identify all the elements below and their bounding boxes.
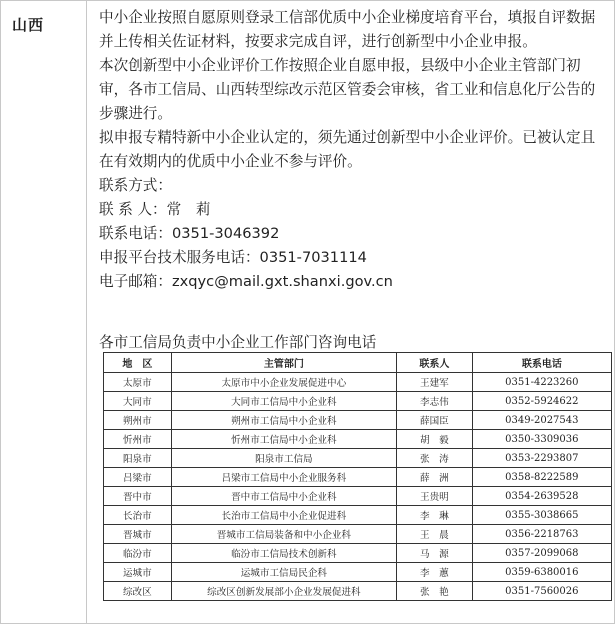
department-cell: 太原市中小企业发展促进中心 xyxy=(171,373,396,392)
region-cell: 太原市 xyxy=(104,373,172,392)
contact-cell: 薛国臣 xyxy=(397,411,473,430)
table-title: 各市工信局负责中小企业工作部门咨询电话 xyxy=(99,334,377,351)
table-row xyxy=(104,430,612,449)
paragraph-self-assessment: 中小企业按照自愿原则登录工信部优质中小企业梯度培育平台，填报自评数据并上传相关佐证材料，按要求完成自评，进行创新型中小企业申报。 xyxy=(99,9,596,50)
phone-cell: 0357-2099068 xyxy=(472,544,611,563)
contact-cell: 张 艳 xyxy=(397,582,473,601)
contact-cell: 张 涛 xyxy=(397,449,473,468)
department-cell: 吕梁市工信局中小企业服务科 xyxy=(171,468,396,487)
contact-cell: 李 蕙 xyxy=(397,563,473,582)
contact-cell: 王 晨 xyxy=(397,525,473,544)
phone-cell: 0353-2293807 xyxy=(472,449,611,468)
table-row xyxy=(104,449,612,468)
contact-table xyxy=(103,352,612,601)
phone-cell: 0359-6380016 xyxy=(472,563,611,582)
region-cell: 朔州市 xyxy=(104,411,172,430)
contact-cell: 胡 毅 xyxy=(397,430,473,449)
table-row xyxy=(104,582,612,601)
contact-cell: 马 源 xyxy=(397,544,473,563)
department-cell: 综改区创新发展部小企业发展促进科 xyxy=(171,582,396,601)
phone-cell: 0355-3038665 xyxy=(472,506,611,525)
contact-phone: 联系电话：0351-3046392 xyxy=(99,225,280,242)
region-cell: 阳泉市 xyxy=(104,449,172,468)
region-cell: 吕梁市 xyxy=(104,468,172,487)
header-region: 地 区 xyxy=(104,353,172,373)
header-department: 主管部门 xyxy=(171,353,396,373)
phone-cell: 0358-8222589 xyxy=(472,468,611,487)
header-contact: 联系人 xyxy=(397,353,473,373)
contact-cell: 王建军 xyxy=(397,373,473,392)
region-cell: 晋城市 xyxy=(104,525,172,544)
header-phone: 联系电话 xyxy=(472,353,611,373)
phone-cell: 0351-7560026 xyxy=(472,582,611,601)
department-cell: 朔州市工信局中小企业科 xyxy=(171,411,396,430)
department-cell: 晋城市工信局装备和中小企业科 xyxy=(171,525,396,544)
department-cell: 阳泉市工信局 xyxy=(171,449,396,468)
table-row xyxy=(104,544,612,563)
table-row xyxy=(104,392,612,411)
region-cell: 忻州市 xyxy=(104,430,172,449)
contact-heading: 联系方式： xyxy=(99,177,172,194)
table-row xyxy=(104,563,612,582)
phone-cell: 0354-2639528 xyxy=(472,487,611,506)
region-label: 山西 xyxy=(12,16,45,34)
phone-cell: 0351-4223260 xyxy=(472,373,611,392)
column-divider xyxy=(86,0,87,624)
region-cell: 综改区 xyxy=(104,582,172,601)
tech-service-phone: 申报平台技术服务电话：0351-7031114 xyxy=(99,249,367,266)
contact-email[interactable]: 电子邮箱：zxqyc@mail.gxt.shanxi.gov.cn xyxy=(99,273,393,290)
department-cell: 临汾市工信局技术创新科 xyxy=(171,544,396,563)
contact-cell: 李志伟 xyxy=(397,392,473,411)
notice-body xyxy=(99,6,609,294)
department-cell: 忻州市工信局中小企业科 xyxy=(171,430,396,449)
table-row xyxy=(104,487,612,506)
region-cell: 大同市 xyxy=(104,392,172,411)
phone-cell: 0350-3309036 xyxy=(472,430,611,449)
table-row xyxy=(104,411,612,430)
contact-cell: 王贵明 xyxy=(397,487,473,506)
paragraph-review-process: 本次创新型中小企业评价工作按照企业自愿申报，县级中小企业主管部门初审，各市工信局、山西转型综改示范区管委会审核，省工业和信息化厅公告的步骤进行。 xyxy=(99,57,596,122)
department-cell: 运城市工信局民企科 xyxy=(171,563,396,582)
contact-cell: 薛 洲 xyxy=(397,468,473,487)
region-cell: 运城市 xyxy=(104,563,172,582)
phone-cell: 0356-2218763 xyxy=(472,525,611,544)
contact-table-wrapper xyxy=(103,352,612,601)
table-row xyxy=(104,373,612,392)
department-cell: 大同市工信局中小企业科 xyxy=(171,392,396,411)
phone-cell: 0349-2027543 xyxy=(472,411,611,430)
department-cell: 长治市工信局中小企业促进科 xyxy=(171,506,396,525)
table-row xyxy=(104,506,612,525)
paragraph-eligibility: 拟申报专精特新中小企业认定的，须先通过创新型中小企业评价。已被认定且在有效期内的优质中小企业不参与评价。 xyxy=(99,129,596,170)
table-body xyxy=(104,373,612,601)
contact-person: 联 系 人：常 莉 xyxy=(99,201,211,218)
contact-cell: 李 琳 xyxy=(397,506,473,525)
department-cell: 晋中市工信局中小企业科 xyxy=(171,487,396,506)
table-header-row xyxy=(104,353,612,373)
phone-cell: 0352-5924622 xyxy=(472,392,611,411)
region-cell: 晋中市 xyxy=(104,487,172,506)
region-cell: 长治市 xyxy=(104,506,172,525)
table-row xyxy=(104,525,612,544)
table-row xyxy=(104,468,612,487)
region-cell: 临汾市 xyxy=(104,544,172,563)
